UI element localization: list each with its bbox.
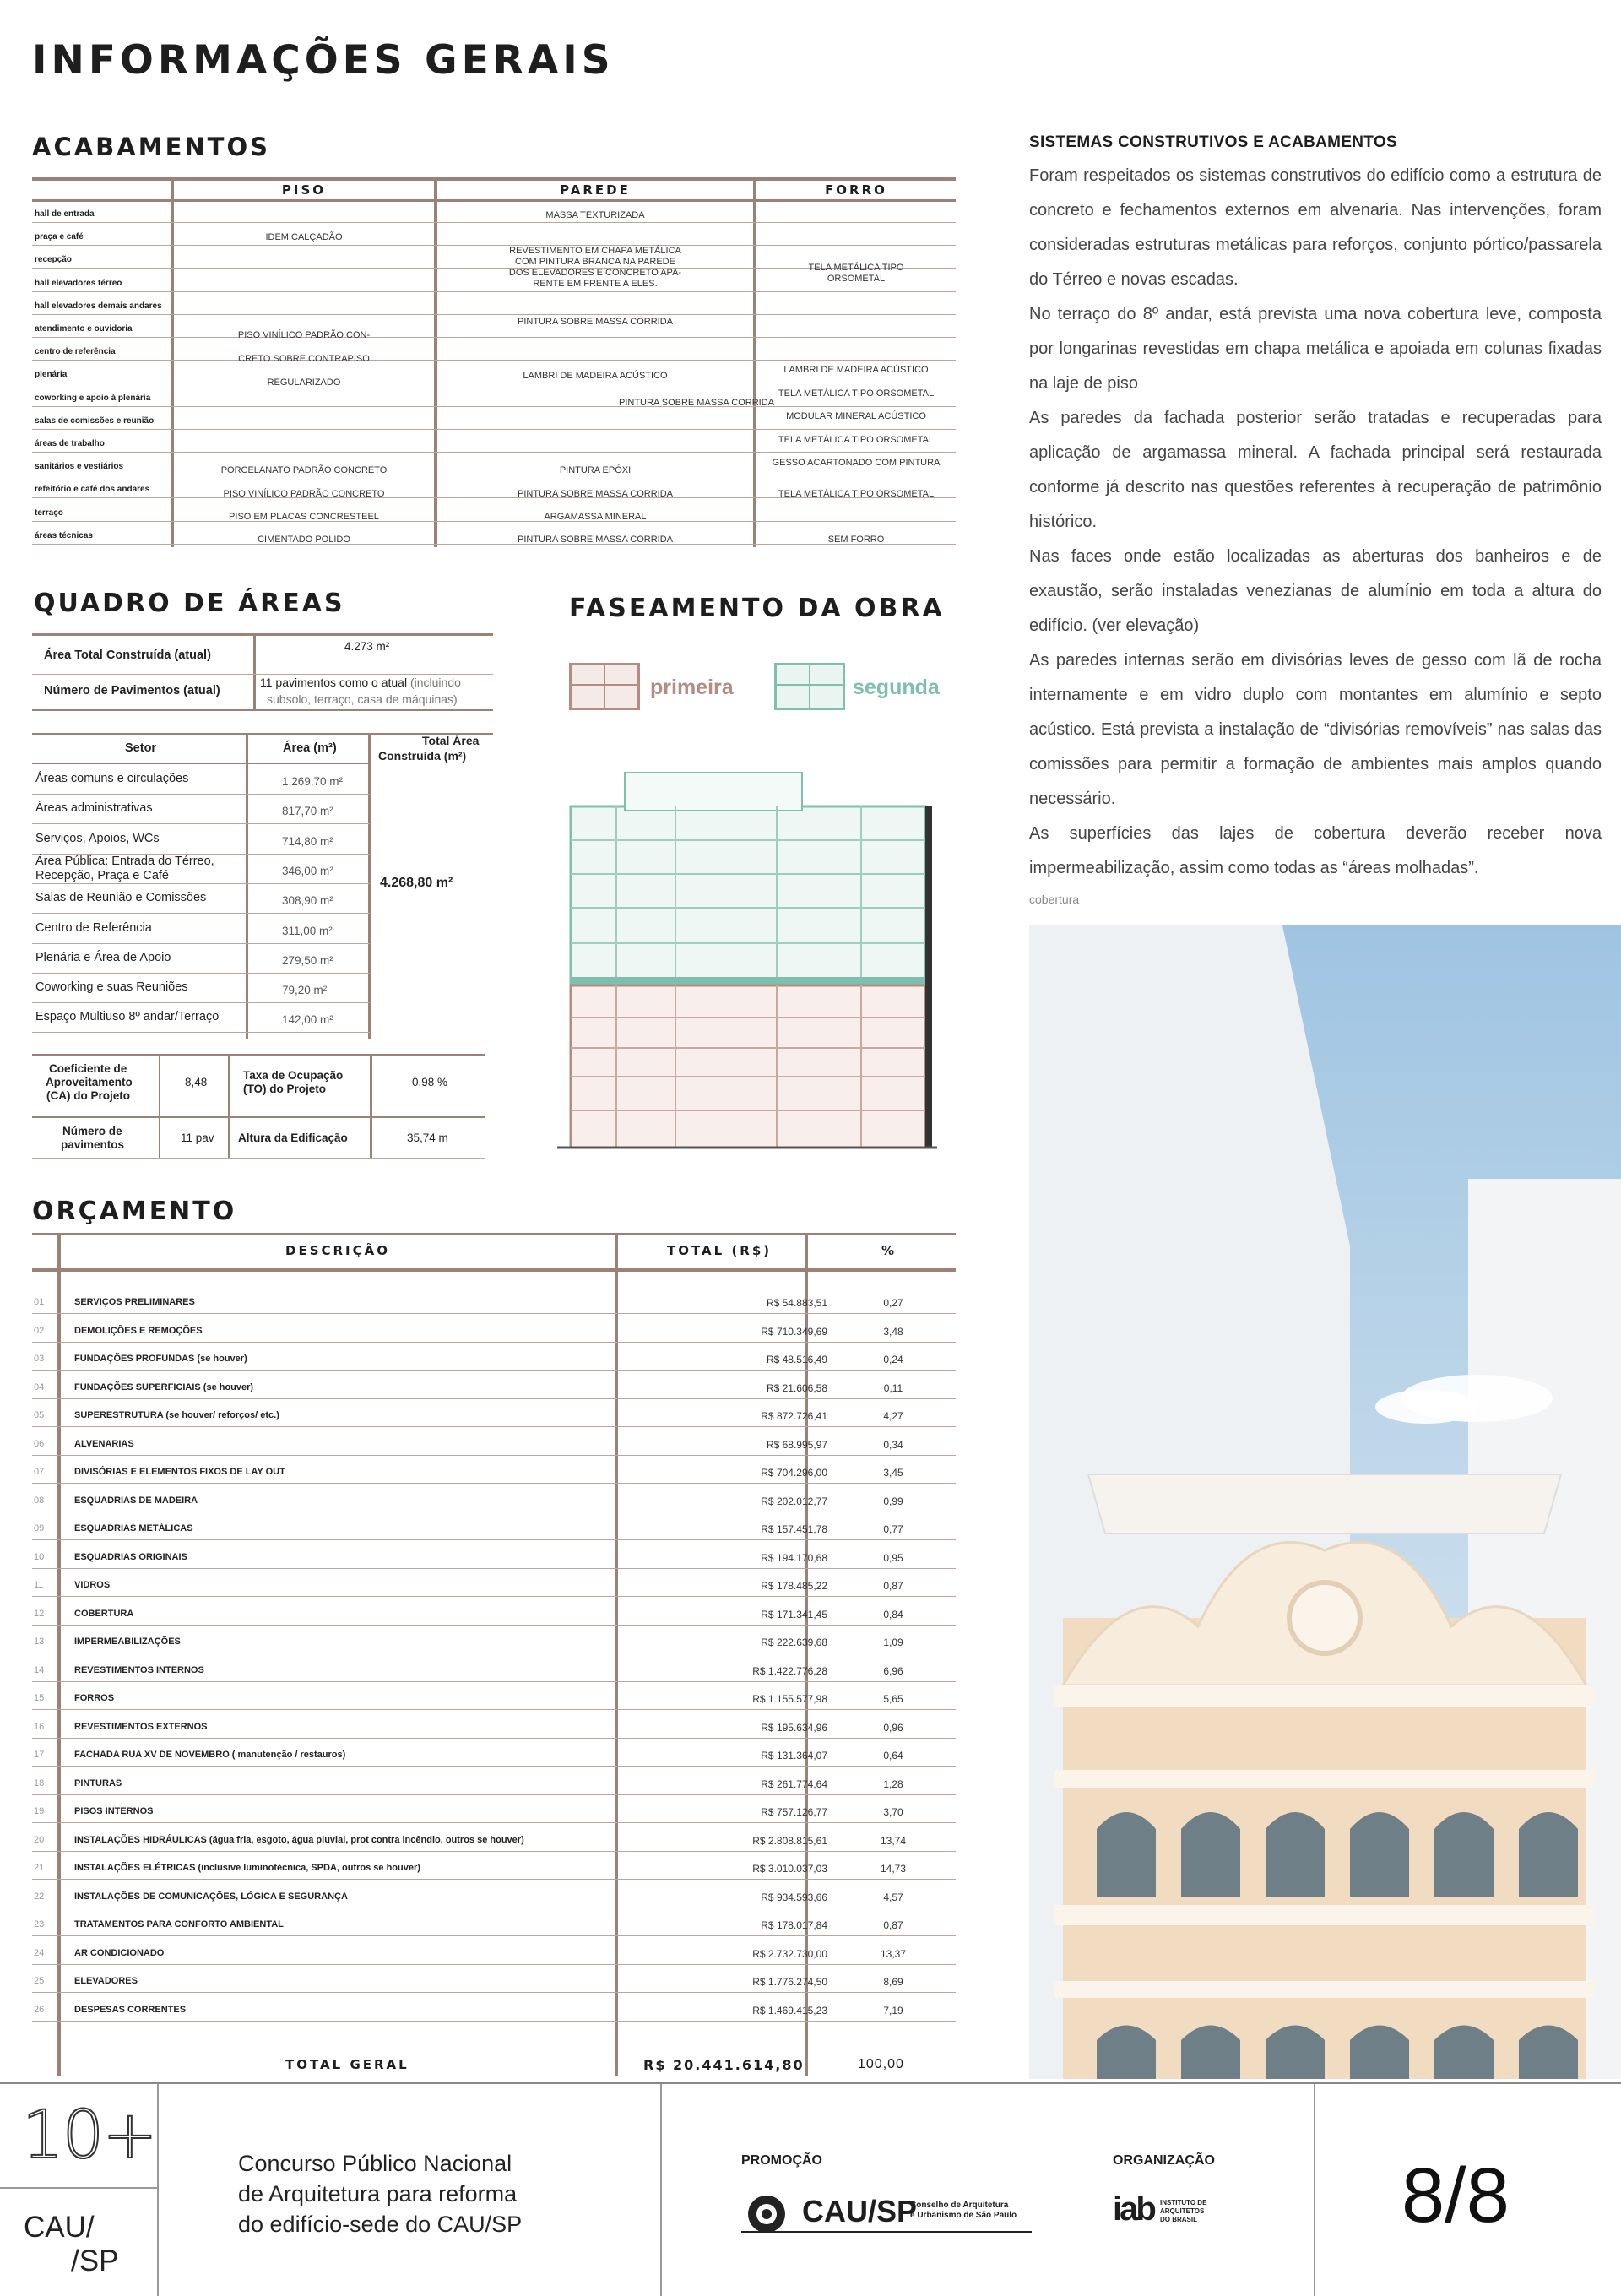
orc-desc: REVESTIMENTOS EXTERNOS xyxy=(74,1721,208,1732)
parede-lambri: LAMBRI DE MADEIRA ACÚSTICO xyxy=(523,371,668,381)
setor-name: Coworking e suas Reuniões xyxy=(35,980,188,995)
orc-pct: 1,09 xyxy=(883,1637,903,1648)
orc-num: 14 xyxy=(34,1664,45,1675)
col-total-line1: Total Área xyxy=(422,734,480,747)
total-geral-value: R$ 20.441.614,80 xyxy=(643,2057,805,2073)
orc-pct: 1,28 xyxy=(883,1778,903,1790)
row-label: sanitários e vestiários xyxy=(35,462,124,472)
orc-row-line xyxy=(32,1738,956,1739)
sistemas-section xyxy=(1029,133,1602,906)
orc-row-line xyxy=(32,1370,956,1371)
orc-desc: INSTALAÇÕES HIDRÁULICAS (água fria, esgoto, água pluvial, prot contra incêndio, outros se houver) xyxy=(74,1834,524,1845)
orc-val: R$ 54.883,51 xyxy=(766,1297,827,1309)
orc-row-line xyxy=(32,1539,956,1540)
logo-10plus: 10+ xyxy=(22,2098,156,2174)
piso-porcelanato: PORCELANATO PADRÃO CONCRETO xyxy=(220,465,388,475)
acabamentos-table xyxy=(32,177,956,547)
orc-num: 17 xyxy=(34,1750,45,1760)
orc-num: 04 xyxy=(34,1381,45,1392)
orc-row-line xyxy=(32,1342,956,1343)
parede-massa-texturizada: MASSA TEXTURIZADA xyxy=(545,210,645,220)
orc-pct: 3,70 xyxy=(883,1806,903,1818)
sistemas-paragraph-4: Nas faces onde estão localizadas as aberturas dos banheiros e de exaustão, serão instaladas venezianas de alumínio em toda a altura do edifício. (ver elevação) xyxy=(1029,547,1602,635)
orc-pct: 13,74 xyxy=(880,1834,907,1847)
setor-row-line xyxy=(32,973,370,974)
orc-desc: AR CONDICIONADO xyxy=(74,1947,165,1958)
organizacao-label: ORGANIZAÇÃO xyxy=(1113,2153,1215,2168)
legend-segunda: segunda xyxy=(853,676,940,699)
orc-num: 02 xyxy=(34,1325,45,1336)
orc-num: 08 xyxy=(34,1495,45,1506)
setor-name: Salas de Reunião e Comissões xyxy=(35,891,207,905)
indices-divider xyxy=(159,1054,160,1159)
quadro-top-line xyxy=(32,633,493,636)
concurso-text: Concurso Público Nacional de Arquitetura para reforma do edifício-sede do CAU/SP xyxy=(238,2151,523,2237)
sistemas-title: SISTEMAS CONSTRUTIVOS E ACABAMENTOS xyxy=(1029,133,1397,151)
setor-area: 308,90 m² xyxy=(282,894,333,908)
footer-divider xyxy=(1314,2084,1315,2296)
sistemas-paragraph-1: Foram respeitados os sistemas construtivos do edifício como a estrutura de concreto e fechamentos externos em alvenaria. Nas intervenções, foram consideradas estruturas metálicas para reforços, conjunto pórtico/passarela do Térreo e novas escadas. xyxy=(1029,166,1602,289)
orc-val: R$ 48.516,49 xyxy=(766,1354,827,1365)
row-label: praça e café xyxy=(35,232,84,242)
parede-pintura-4: PINTURA SOBRE MASSA CORRIDA xyxy=(518,535,673,545)
sistemas-paragraph-2: No terraço do 8º andar, está prevista uma nova cobertura leve, composta por longarinas revestidas em chapa metálica e apoiada em colunas fixadas na laje de piso xyxy=(1029,305,1602,393)
orc-divider xyxy=(615,1233,618,2076)
parede-argamassa: ARGAMASSA MINERAL xyxy=(544,512,647,522)
orc-num: 26 xyxy=(34,2004,45,2015)
building-section-drawing xyxy=(557,756,996,1161)
orc-desc: TRATAMENTOS PARA CONFORTO AMBIENTAL xyxy=(74,1919,284,1930)
orc-row-line xyxy=(32,2021,956,2022)
piso-cimentado: CIMENTADO POLIDO xyxy=(258,535,350,545)
orc-pct: 0,87 xyxy=(883,1919,903,1931)
piso-vinilico-line3: REGULARIZADO xyxy=(267,377,341,388)
setor-row-line xyxy=(32,883,370,884)
orc-desc: INSTALAÇÕES DE COMUNICAÇÕES, LÓGICA E SEGURANÇA xyxy=(74,1891,348,1902)
orc-val: R$ 21.606,58 xyxy=(766,1381,827,1394)
forro-sem-forro: SEM FORRO xyxy=(827,535,885,545)
orc-num: 19 xyxy=(34,1806,45,1816)
quadro-mid-line xyxy=(32,709,493,711)
orc-val: R$ 872.726,41 xyxy=(761,1410,827,1422)
setor-area: 714,80 m² xyxy=(282,834,333,848)
setor-name: Serviços, Apoios, WCs xyxy=(35,831,160,845)
forro-tela-3: TELA METÁLICA TIPO ORSOMETAL xyxy=(778,435,935,445)
faseamento-title: FASEAMENTO DA OBRA xyxy=(569,594,945,623)
total-area-value: 4.268,80 m² xyxy=(380,876,453,890)
col-setor: Setor xyxy=(125,741,157,755)
orc-row-line xyxy=(32,1766,956,1767)
orc-row-line xyxy=(32,1935,956,1936)
orc-pct: 3,48 xyxy=(883,1325,903,1338)
ca-label-1: Coeficiente de xyxy=(49,1062,127,1075)
orc-val: R$ 2.732.730,00 xyxy=(752,1947,827,1960)
row-label: salas de comissões e reunião xyxy=(35,415,155,426)
orc-row-line xyxy=(32,1455,956,1456)
alt-value: 35,74 m xyxy=(407,1132,448,1144)
orc-num: 13 xyxy=(34,1637,45,1647)
area-total-label: Área Total Construída (atual) xyxy=(44,649,211,662)
col-area: Área (m²) xyxy=(283,741,337,755)
row-label: hall elevadores térreo xyxy=(35,278,122,288)
row-line xyxy=(32,360,956,361)
orc-desc: SERVIÇOS PRELIMINARES xyxy=(74,1297,195,1307)
orc-pct: 13,37 xyxy=(880,1947,907,1960)
setor-area: 346,00 m² xyxy=(282,864,333,877)
total-geral-label: TOTAL GERAL xyxy=(285,2057,409,2072)
orc-desc: VIDROS xyxy=(74,1580,111,1590)
quadro-areas xyxy=(32,633,493,1159)
orc-num: 09 xyxy=(34,1523,45,1533)
col-descricao: DESCRIÇÃO xyxy=(285,1243,391,1258)
promocao-logo: CAU/SP xyxy=(802,2194,918,2228)
row-label: coworking e apoio à plenária xyxy=(35,393,151,403)
orc-desc: INSTALAÇÕES ELÉTRICAS (inclusive luminotécnica, SPDA, outros se houver) xyxy=(74,1863,420,1873)
orc-pct: 0,64 xyxy=(883,1750,903,1761)
orc-desc: PISOS INTERNOS xyxy=(74,1806,154,1816)
orc-pct: 0,84 xyxy=(883,1608,903,1620)
orc-desc: FORROS xyxy=(74,1693,115,1703)
piso-vinilico-refeitorio: PISO VINÍLICO PADRÃO CONCRETO xyxy=(223,489,385,499)
indices-mid-line xyxy=(32,1116,485,1118)
orc-desc: ALVENARIAS xyxy=(74,1438,134,1449)
orc-num: 25 xyxy=(34,1976,45,1986)
setor-header-line xyxy=(32,763,370,764)
setor-area: 311,00 m² xyxy=(282,924,333,937)
cau-seal-icon xyxy=(745,2192,789,2236)
col-total: TOTAL (R$) xyxy=(667,1243,773,1258)
parede-pintura-1: PINTURA SOBRE MASSA CORRIDA xyxy=(518,317,673,327)
footer-divider xyxy=(660,2084,662,2296)
row-label: refeitório e café dos andares xyxy=(35,485,150,495)
piso-vinilico-line2: CRETO SOBRE CONTRAPISO xyxy=(238,354,370,364)
logo-cau-line1: CAU/ xyxy=(24,2211,95,2244)
orc-val: R$ 934.593,66 xyxy=(761,1891,827,1903)
promocao-underline xyxy=(741,2231,1032,2233)
orc-row-line xyxy=(32,1313,956,1314)
orc-val: R$ 1.155.577,98 xyxy=(752,1693,827,1705)
orc-desc: ESQUADRIAS METÁLICAS xyxy=(74,1523,193,1533)
row-label: terraço xyxy=(35,508,63,518)
parede-pintura-3: PINTURA SOBRE MASSA CORRIDA xyxy=(518,489,673,499)
orc-val: R$ 195.634,96 xyxy=(761,1721,827,1734)
orc-row-line xyxy=(32,1992,956,1993)
orc-num: 21 xyxy=(34,1863,45,1873)
setor-row-line xyxy=(32,943,370,944)
legend-swatch-segunda xyxy=(774,663,845,710)
forro-tela-line1: TELA METÁLICA TIPO xyxy=(808,263,904,273)
orc-desc: FACHADA RUA XV DE NOVEMBRO ( manutenção / restauros) xyxy=(74,1750,346,1760)
orc-val: R$ 1.776.274,50 xyxy=(752,1976,827,1988)
setor-name-line2: Recepção, Praça e Café xyxy=(35,868,169,882)
orc-val: R$ 68.995,97 xyxy=(766,1438,827,1451)
orc-pct: 0,11 xyxy=(883,1381,903,1394)
orc-desc: SUPERESTRUTURA (se houver/ reforços/ etc.) xyxy=(74,1410,279,1420)
orc-num: 07 xyxy=(34,1467,45,1477)
piso-idem-calcadao: IDEM CALÇADÃO xyxy=(265,232,343,242)
facade-rendering xyxy=(1029,925,1621,2079)
orc-row-line xyxy=(32,1625,956,1626)
legend-swatch-primeira xyxy=(569,663,640,710)
orc-pct: 0,34 xyxy=(883,1438,903,1451)
forro-tela-4: TELA METÁLICA TIPO ORSOMETAL xyxy=(778,489,935,499)
footer-logo-divider xyxy=(0,2187,157,2189)
footer-divider xyxy=(157,2084,159,2296)
quadro-divider xyxy=(253,633,256,711)
orc-num: 12 xyxy=(34,1608,45,1619)
row-line xyxy=(32,291,956,292)
orc-desc: DIVISÓRIAS E ELEMENTOS FIXOS DE LAY OUT xyxy=(74,1467,285,1477)
orc-val: R$ 710.349,69 xyxy=(761,1325,827,1338)
setor-name: Plenária e Área de Apoio xyxy=(35,950,171,964)
setor-area: 142,00 m² xyxy=(282,1013,333,1027)
orc-row-line xyxy=(32,1964,956,1965)
orc-divider xyxy=(57,1233,61,2076)
orc-desc: REVESTIMENTOS INTERNOS xyxy=(74,1664,204,1675)
row-line xyxy=(32,429,956,430)
setor-divider-2 xyxy=(368,733,371,1039)
orc-num: 18 xyxy=(34,1778,45,1788)
orc-row-line xyxy=(32,1709,956,1710)
orc-num: 20 xyxy=(34,1834,45,1845)
row-line xyxy=(32,337,956,338)
orc-row-line xyxy=(32,1596,956,1597)
area-total-value: 4.273 m² xyxy=(344,640,390,653)
orc-val: R$ 178.017,84 xyxy=(761,1919,827,1931)
parede-chapa-line4: RENTE EM FRENTE A ELES. xyxy=(533,279,658,289)
setor-area: 79,20 m² xyxy=(282,984,328,997)
orc-pct: 4,27 xyxy=(883,1410,903,1422)
orc-val: R$ 171.341,45 xyxy=(761,1608,827,1620)
iab-logo: iab xyxy=(1113,2190,1154,2228)
promocao-sub: Conselho de Arquitetura e Urbanismo de São Paulo xyxy=(910,2201,1017,2220)
orc-row-line xyxy=(32,1794,956,1795)
setor-area: 279,50 m² xyxy=(282,953,333,967)
setor-row-line xyxy=(32,1032,370,1033)
setor-area: 817,70 m² xyxy=(282,805,333,818)
parede-epoxi: PINTURA EPÓXI xyxy=(559,465,632,475)
orc-desc: PINTURAS xyxy=(74,1778,122,1788)
col-total-line2: Construída (m²) xyxy=(378,749,467,763)
orc-top-line xyxy=(32,1233,956,1235)
logo-cau-line2: /SP xyxy=(71,2244,119,2277)
orc-pct: 0,99 xyxy=(883,1495,903,1507)
parede-chapa-line3: DOS ELEVADORES E CONCRETO APA- xyxy=(508,268,682,278)
piso-concresteel: PISO EM PLACAS CONCRESTEEL xyxy=(229,512,379,522)
piso-vinilico-line1: PISO VINÍLICO PADRÃO CON- xyxy=(237,330,371,340)
setor-name: Área Pública: Entrada do Térreo, xyxy=(35,854,214,868)
orc-desc: FUNDAÇÕES SUPERFICIAIS (se houver) xyxy=(74,1381,254,1392)
row-label: hall elevadores demais andares xyxy=(35,301,162,311)
orc-desc: DEMOLIÇÕES E REMOÇÕES xyxy=(74,1325,203,1336)
setor-row-line xyxy=(32,823,370,824)
row-label: áreas de trabalho xyxy=(35,439,105,448)
orc-num: 16 xyxy=(34,1721,45,1732)
orc-val: R$ 1.422.776,28 xyxy=(752,1664,827,1677)
ca-value: 8,48 xyxy=(185,1076,208,1088)
orc-pct: 0,27 xyxy=(883,1297,903,1309)
num-pav-label: Número de Pavimentos (atual) xyxy=(44,684,220,697)
row-line xyxy=(32,452,956,453)
row-label: atendimento e ouvidoria xyxy=(35,324,133,334)
orc-row-line xyxy=(32,1483,956,1484)
iab-text: INSTITUTO DE ARQUITETOS DO BRASIL xyxy=(1160,2199,1207,2223)
orc-num: 01 xyxy=(34,1297,45,1307)
row-label: áreas técnicas xyxy=(35,530,93,540)
to-label-2: (TO) do Projeto xyxy=(243,1083,326,1095)
forro-gesso: GESSO ACARTONADO COM PINTURA xyxy=(772,458,941,468)
orc-val: R$ 202.012,77 xyxy=(761,1495,827,1507)
indices-top-line xyxy=(32,1054,485,1056)
footer xyxy=(0,2082,1621,2296)
header-forro: FORRO xyxy=(825,182,887,198)
orc-row-line xyxy=(32,1681,956,1682)
orc-num: 24 xyxy=(34,1947,45,1958)
orc-row-line xyxy=(32,1568,956,1569)
orc-row-line xyxy=(32,1822,956,1823)
to-value: 0,98 % xyxy=(412,1076,448,1088)
orc-row-line xyxy=(32,1879,956,1880)
setor-row-line xyxy=(32,794,370,795)
setor-name: Centro de Referência xyxy=(35,920,152,935)
row-label: centro de referência xyxy=(35,347,116,357)
orc-header-line xyxy=(32,1268,956,1272)
orc-pct: 14,73 xyxy=(880,1863,907,1875)
setor-name: Espaço Multiuso 8º andar/Terraço xyxy=(35,1010,220,1024)
orc-pct: 0,24 xyxy=(883,1354,903,1365)
orc-row-line xyxy=(32,1398,956,1399)
orc-num: 03 xyxy=(34,1354,45,1364)
indices-divider xyxy=(370,1054,372,1159)
row-line xyxy=(32,674,493,675)
orc-pct: 0,77 xyxy=(883,1523,903,1535)
orc-val: R$ 194.170,68 xyxy=(761,1551,827,1564)
indices-bottom-line xyxy=(32,1158,485,1159)
orc-desc: ESQUADRIAS DE MADEIRA xyxy=(74,1495,198,1506)
orc-pct: 0,95 xyxy=(883,1551,903,1564)
orc-num: 22 xyxy=(34,1891,45,1902)
image-caption: cobertura xyxy=(1029,893,1080,906)
alt-label: Altura da Edificação xyxy=(238,1132,348,1144)
orc-desc: ELEVADORES xyxy=(74,1976,138,1986)
orc-pct: 7,19 xyxy=(883,2004,903,2016)
num-pav-value-line1: 11 pavimentos como o atual (incluindo xyxy=(260,676,461,689)
orc-pct: 5,65 xyxy=(883,1693,903,1705)
legend-primeira: primeira xyxy=(650,676,734,699)
acabamentos-title: ACABAMENTOS xyxy=(32,133,270,161)
header-parede: PAREDE xyxy=(560,182,631,198)
orc-pct: 0,87 xyxy=(883,1580,903,1592)
np-label-1: Número de xyxy=(62,1125,122,1137)
orc-val: R$ 3.010.037,03 xyxy=(752,1863,827,1875)
sistemas-paragraph-3: As paredes da fachada posterior serão tratadas e recuperadas para aplicação de argamassa mineral. A fachada principal será restaurada conforme já descrito nas questões referentes à recuperação de patrimônio histórico. xyxy=(1029,409,1602,531)
sistemas-paragraph-6: As superfícies das lajes de cobertura deverão receber nova impermeabilização, assim como todas as “áreas molhadas”. xyxy=(1029,824,1602,877)
orc-desc: DESPESAS CORRENTES xyxy=(74,2004,187,2015)
parede-pintura-2: PINTURA SOBRE MASSA CORRIDA xyxy=(619,398,774,408)
orc-desc: FUNDAÇÕES PROFUNDAS (se houver) xyxy=(74,1354,247,1364)
orc-num: 05 xyxy=(34,1410,45,1420)
orc-num: 06 xyxy=(34,1438,45,1449)
orc-val: R$ 157.451,78 xyxy=(761,1523,827,1535)
orcamento-table xyxy=(32,1233,956,2076)
orcamento-title: ORÇAMENTO xyxy=(32,1197,237,1226)
setor-name: Áreas comuns e circulações xyxy=(35,772,189,785)
ca-label-3: (CA) do Projeto xyxy=(46,1089,130,1102)
forro-tela-line2: ORSOMETAL xyxy=(827,274,886,284)
orc-desc: ESQUADRIAS ORIGINAIS xyxy=(74,1551,187,1562)
orc-num: 10 xyxy=(34,1551,45,1562)
orc-val: R$ 178.485,22 xyxy=(761,1580,827,1592)
row-label: recepção xyxy=(35,255,72,265)
orc-num: 11 xyxy=(34,1580,44,1590)
promocao-label: PROMOÇÃO xyxy=(741,2153,822,2168)
header-piso: PISO xyxy=(281,182,327,198)
setor-divider-1 xyxy=(246,733,248,1039)
orc-row-line xyxy=(32,1426,956,1427)
page-number: 8/8 xyxy=(1401,2152,1510,2239)
orc-num: 23 xyxy=(34,1919,45,1930)
orc-pct: 6,96 xyxy=(883,1664,903,1677)
parede-chapa-line1: REVESTIMENTO EM CHAPA METÁLICA xyxy=(509,246,681,256)
indices-divider xyxy=(228,1054,230,1159)
setor-name: Áreas administrativas xyxy=(35,801,153,816)
forro-lambri: LAMBRI DE MADEIRA ACÚSTICO xyxy=(783,365,929,375)
total-geral-pct: 100,00 xyxy=(858,2057,904,2071)
setor-row-line xyxy=(32,1002,370,1003)
orc-val: R$ 222.639,68 xyxy=(761,1637,827,1648)
num-pav-value-line2: subsolo, terraço, casa de máquinas) xyxy=(267,692,458,706)
orc-pct: 8,69 xyxy=(883,1976,903,1988)
setor-row-line xyxy=(32,913,370,914)
orc-desc: COBERTURA xyxy=(74,1608,134,1619)
page-title: INFORMAÇÕES GERAIS xyxy=(32,37,615,84)
orc-val: R$ 1.469.415,23 xyxy=(752,2004,827,2016)
forro-modular: MODULAR MINERAL ACÚSTICO xyxy=(786,411,926,421)
to-label-1: Taxa de Ocupação xyxy=(243,1069,344,1082)
setor-area: 1.269,70 m² xyxy=(282,775,344,788)
forro-tela-2: TELA METÁLICA TIPO ORSOMETAL xyxy=(778,388,935,399)
np-label-2: pavimentos xyxy=(61,1138,125,1151)
orc-desc: IMPERMEABILIZAÇÕES xyxy=(74,1637,181,1647)
row-label: hall de entrada xyxy=(35,209,95,219)
col-pct: % xyxy=(881,1243,895,1258)
orc-val: R$ 261.774,64 xyxy=(761,1778,827,1790)
orc-val: R$ 757.126,77 xyxy=(761,1806,827,1818)
orc-val: R$ 2.808.815,61 xyxy=(752,1834,827,1847)
row-line xyxy=(32,222,956,223)
orc-val: R$ 704.296,00 xyxy=(761,1467,827,1479)
orc-val: R$ 131.364,07 xyxy=(761,1750,827,1761)
np-value: 11 pav xyxy=(181,1132,214,1144)
orc-pct: 4,57 xyxy=(883,1891,903,1903)
orc-pct: 0,96 xyxy=(883,1721,903,1734)
orc-row-line xyxy=(32,1851,956,1852)
quadro-title: QUADRO DE ÁREAS xyxy=(34,589,345,618)
row-line xyxy=(32,314,956,315)
parede-chapa-line2: COM PINTURA BRANCA NA PAREDE xyxy=(515,257,675,267)
orc-num: 15 xyxy=(34,1693,45,1703)
sistemas-paragraph-5: As paredes internas serão em divisórias leves de gesso com lã de rocha internamente e em vidro duplo com montantes em alumínio e septo acústico. Está prevista a instalação de “divisórias removíveis” nas salas das comissões para permitir a formação de ambientes mais amplos quando necessário. xyxy=(1029,651,1602,808)
orc-pct: 3,45 xyxy=(883,1467,903,1479)
row-label: plenária xyxy=(35,370,68,380)
ca-label-2: Aproveitamento xyxy=(46,1076,133,1088)
